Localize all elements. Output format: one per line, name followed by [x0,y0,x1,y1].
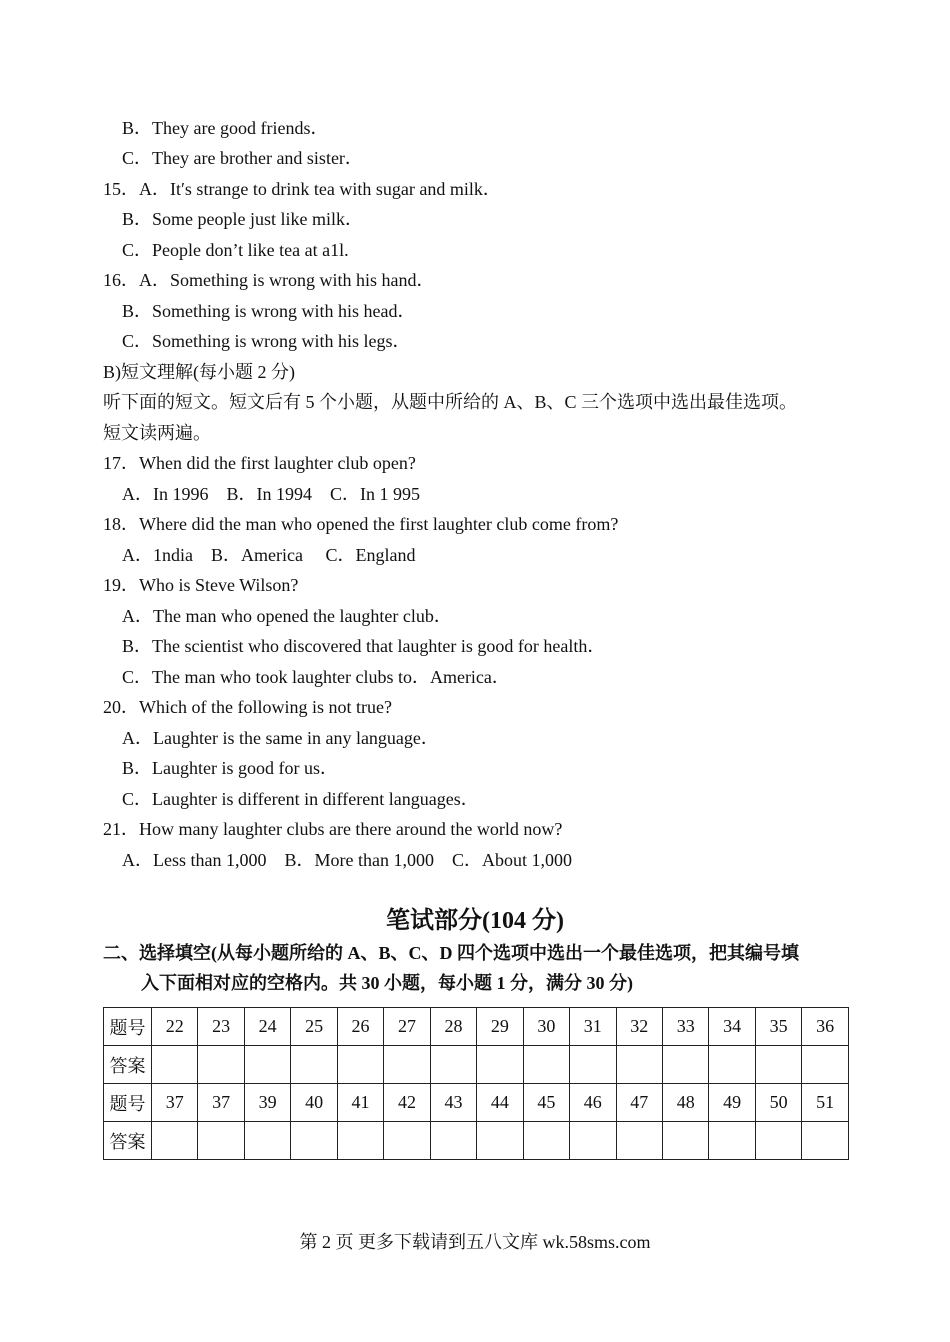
option-15b: B．Some people just like milk． [122,209,363,229]
question-number-cell: 39 [244,1084,290,1122]
question-number-cell: 29 [477,1008,523,1046]
options-18: A．1ndia B．America C．England [122,545,416,565]
section-2-instruction: 二、选择填空(从每小题所给的 A、B、C、D 四个选项中选出一个最佳选项，把其编号填 [103,943,799,963]
section-b-instruction: 听下面的短文。短文后有 5 个小题，从题中所给的 A、B、C 三个选项中选出最佳选项。 [103,392,798,412]
question-number-cell: 43 [430,1084,476,1122]
options-17: A．In 1996 B．In 1994 C．In 1 995 [122,484,420,504]
option-20b: B．Laughter is good for us． [122,758,338,778]
answer-cell[interactable] [430,1046,476,1084]
table-row [104,1122,849,1160]
question-18: 18．Where did the man who opened the first laughter club come from? [103,514,619,534]
question-20: 20．Which of the following is not true? [103,697,392,717]
question-19: 19．Who is Steve Wilson? [103,575,299,595]
page-footer: 第 2 页 更多下载请到五八文库 wk.58sms.com [299,1232,651,1252]
answer-cell[interactable] [198,1046,244,1084]
question-number-cell: 42 [384,1084,430,1122]
question-number-cell: 23 [198,1008,244,1046]
question-number-cell: 31 [570,1008,616,1046]
question-number-cell: 33 [662,1008,708,1046]
answer-cell[interactable] [337,1122,383,1160]
answer-cell[interactable] [244,1046,290,1084]
answer-cell[interactable] [152,1046,198,1084]
option-20a: A．Laughter is the same in any language． [122,728,439,748]
answer-cell[interactable] [477,1122,523,1160]
answer-cell[interactable] [755,1046,801,1084]
row-label-answer: 答案 [104,1122,152,1160]
answer-cell[interactable] [570,1046,616,1084]
question-number-cell: 27 [384,1008,430,1046]
answer-cell[interactable] [430,1122,476,1160]
option-16c: C．Something is wrong with his legs． [122,331,411,351]
option-16b: B．Something is wrong with his head． [122,301,416,321]
option-19a: A．The man who opened the laughter club． [122,606,452,626]
section-b-heading: B)短文理解(每小题 2 分) [103,362,295,382]
answer-cell[interactable] [152,1122,198,1160]
answer-cell[interactable] [802,1046,849,1084]
question-number-cell: 22 [152,1008,198,1046]
table-row [104,1008,849,1046]
answer-cell[interactable] [709,1046,755,1084]
section-2-instruction-cont: 入下面相对应的空格内。共 30 小题，每小题 1 分，满分 30 分) [141,973,633,993]
option-14c: C．They are brother and sister． [122,148,363,168]
answer-cell[interactable] [662,1046,708,1084]
question-number-cell: 30 [523,1008,569,1046]
option-20c: C．Laughter is different in different languages． [122,789,479,809]
option-15c: C．People don’t like tea at a1l. [122,240,349,260]
answer-cell[interactable] [662,1122,708,1160]
question-number-cell: 50 [755,1084,801,1122]
answer-cell[interactable] [523,1046,569,1084]
answer-cell[interactable] [709,1122,755,1160]
question-15-option-a: 15．A．It′s strange to drink tea with sugar and milk． [103,179,501,199]
question-number-cell: 26 [337,1008,383,1046]
question-number-cell: 35 [755,1008,801,1046]
options-21: A．Less than 1,000 B．More than 1,000 C．About 1,000 [122,850,572,870]
question-number-cell: 46 [570,1084,616,1122]
answer-cell[interactable] [616,1122,662,1160]
question-number-cell: 47 [616,1084,662,1122]
question-number-cell: 41 [337,1084,383,1122]
question-number-cell: 44 [477,1084,523,1122]
row-label-answer: 答案 [104,1046,152,1084]
question-number-cell: 48 [662,1084,708,1122]
answer-cell[interactable] [570,1122,616,1160]
answer-cell[interactable] [755,1122,801,1160]
answer-cell[interactable] [291,1122,337,1160]
question-number-cell: 37 [198,1084,244,1122]
question-21: 21．How many laughter clubs are there around the world now? [103,819,563,839]
answer-cell[interactable] [616,1046,662,1084]
question-number-cell: 45 [523,1084,569,1122]
answer-cell[interactable] [384,1122,430,1160]
answer-cell[interactable] [198,1122,244,1160]
question-number-cell: 36 [802,1008,849,1046]
answer-cell[interactable] [244,1122,290,1160]
question-number-cell: 51 [802,1084,849,1122]
written-part-title: 笔试部分(104 分) [386,908,564,934]
answer-cell[interactable] [384,1046,430,1084]
answer-cell[interactable] [291,1046,337,1084]
answer-cell[interactable] [477,1046,523,1084]
question-number-cell: 40 [291,1084,337,1122]
question-number-cell: 28 [430,1008,476,1046]
answer-cell[interactable] [802,1122,849,1160]
row-label-question: 题号 [104,1008,152,1046]
question-number-cell: 37 [152,1084,198,1122]
question-16-option-a: 16．A．Something is wrong with his hand． [103,270,435,290]
question-number-cell: 25 [291,1008,337,1046]
question-number-cell: 49 [709,1084,755,1122]
answer-cell[interactable] [337,1046,383,1084]
table-row [104,1046,849,1084]
table-row [104,1084,849,1122]
row-label-question: 题号 [104,1084,152,1122]
answer-cell[interactable] [523,1122,569,1160]
question-number-cell: 24 [244,1008,290,1046]
option-19c: C．The man who took laughter clubs to．America． [122,667,510,687]
question-number-cell: 32 [616,1008,662,1046]
option-19b: B．The scientist who discovered that laughter is good for health． [122,636,606,656]
question-17: 17．When did the first laughter club open? [103,453,416,473]
question-number-cell: 34 [709,1008,755,1046]
section-b-instruction-cont: 短文读两遍。 [103,423,211,443]
answer-table [103,1007,849,1160]
option-14b: B．They are good friends． [122,118,329,138]
